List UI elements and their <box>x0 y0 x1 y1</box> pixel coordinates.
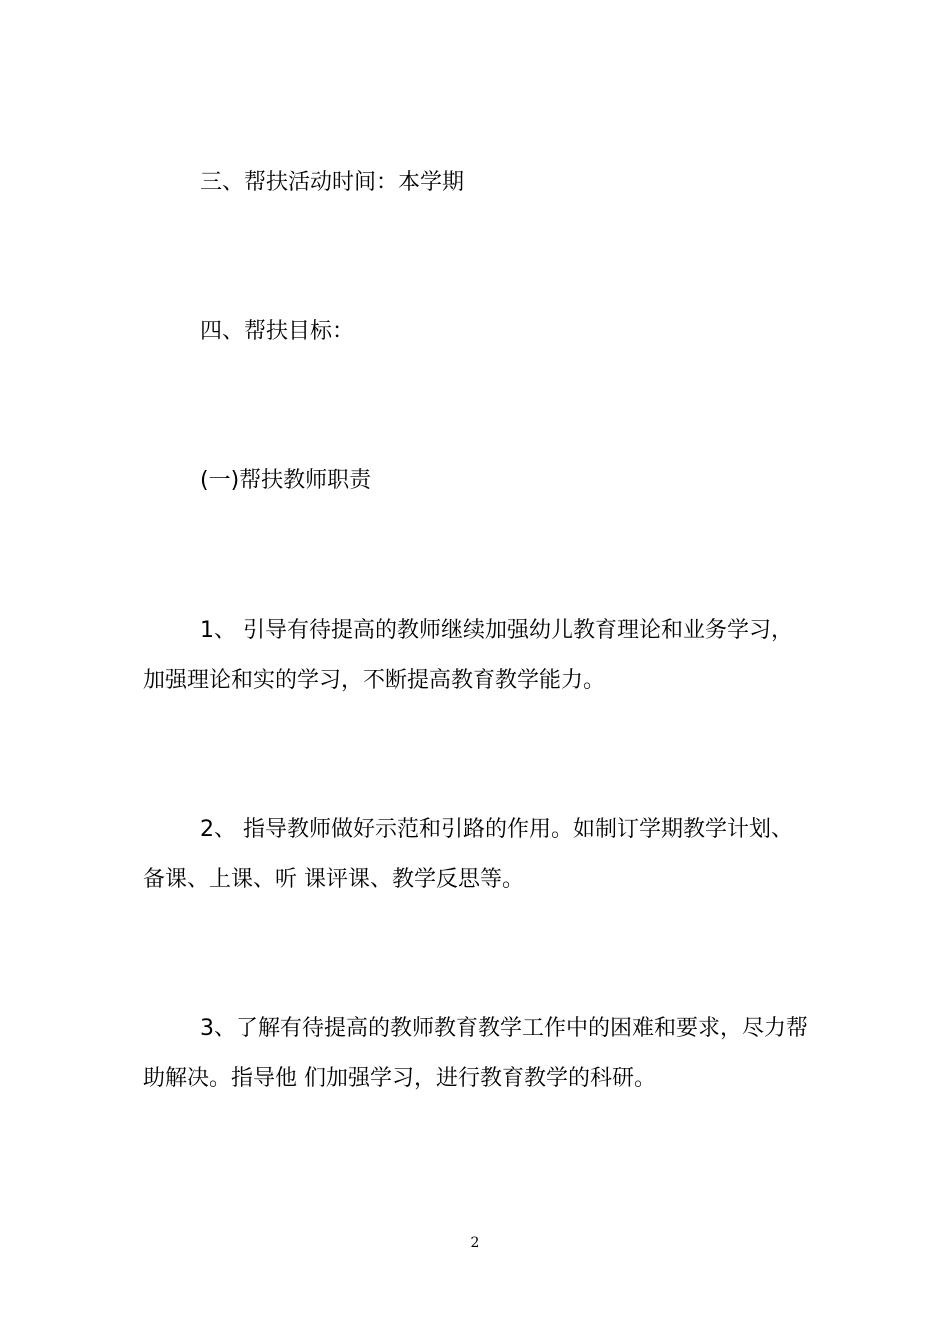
section-heading-activity-time: 三、帮扶活动时间：本学期 <box>200 170 465 195</box>
paragraph-2-line-2: 备课、上课、听 课评课、教学反思等。 <box>143 867 524 892</box>
paragraph-1-line-1: 1、 引导有待提高的教师继续加强幼儿教育理论和业务学习， <box>200 618 793 643</box>
subsection-heading-teacher-duties: (一)帮扶教师职责 <box>200 468 372 493</box>
paragraph-2-line-1: 2、 指导教师做好示范和引路的作用。如制订学期教学计划、 <box>200 817 793 842</box>
section-heading-goals: 四、帮扶目标： <box>200 319 355 344</box>
page-number: 2 <box>470 1235 480 1251</box>
paragraph-3-line-2: 助解决。指导他 们加强学习，进行教育教学的科研。 <box>143 1066 656 1091</box>
paragraph-1-line-2: 加强理论和实的学习，不断提高教育教学能力。 <box>143 668 606 693</box>
paragraph-3-line-1: 3、了解有待提高的教师教育教学工作中的困难和要求，尽力帮 <box>200 1016 808 1041</box>
